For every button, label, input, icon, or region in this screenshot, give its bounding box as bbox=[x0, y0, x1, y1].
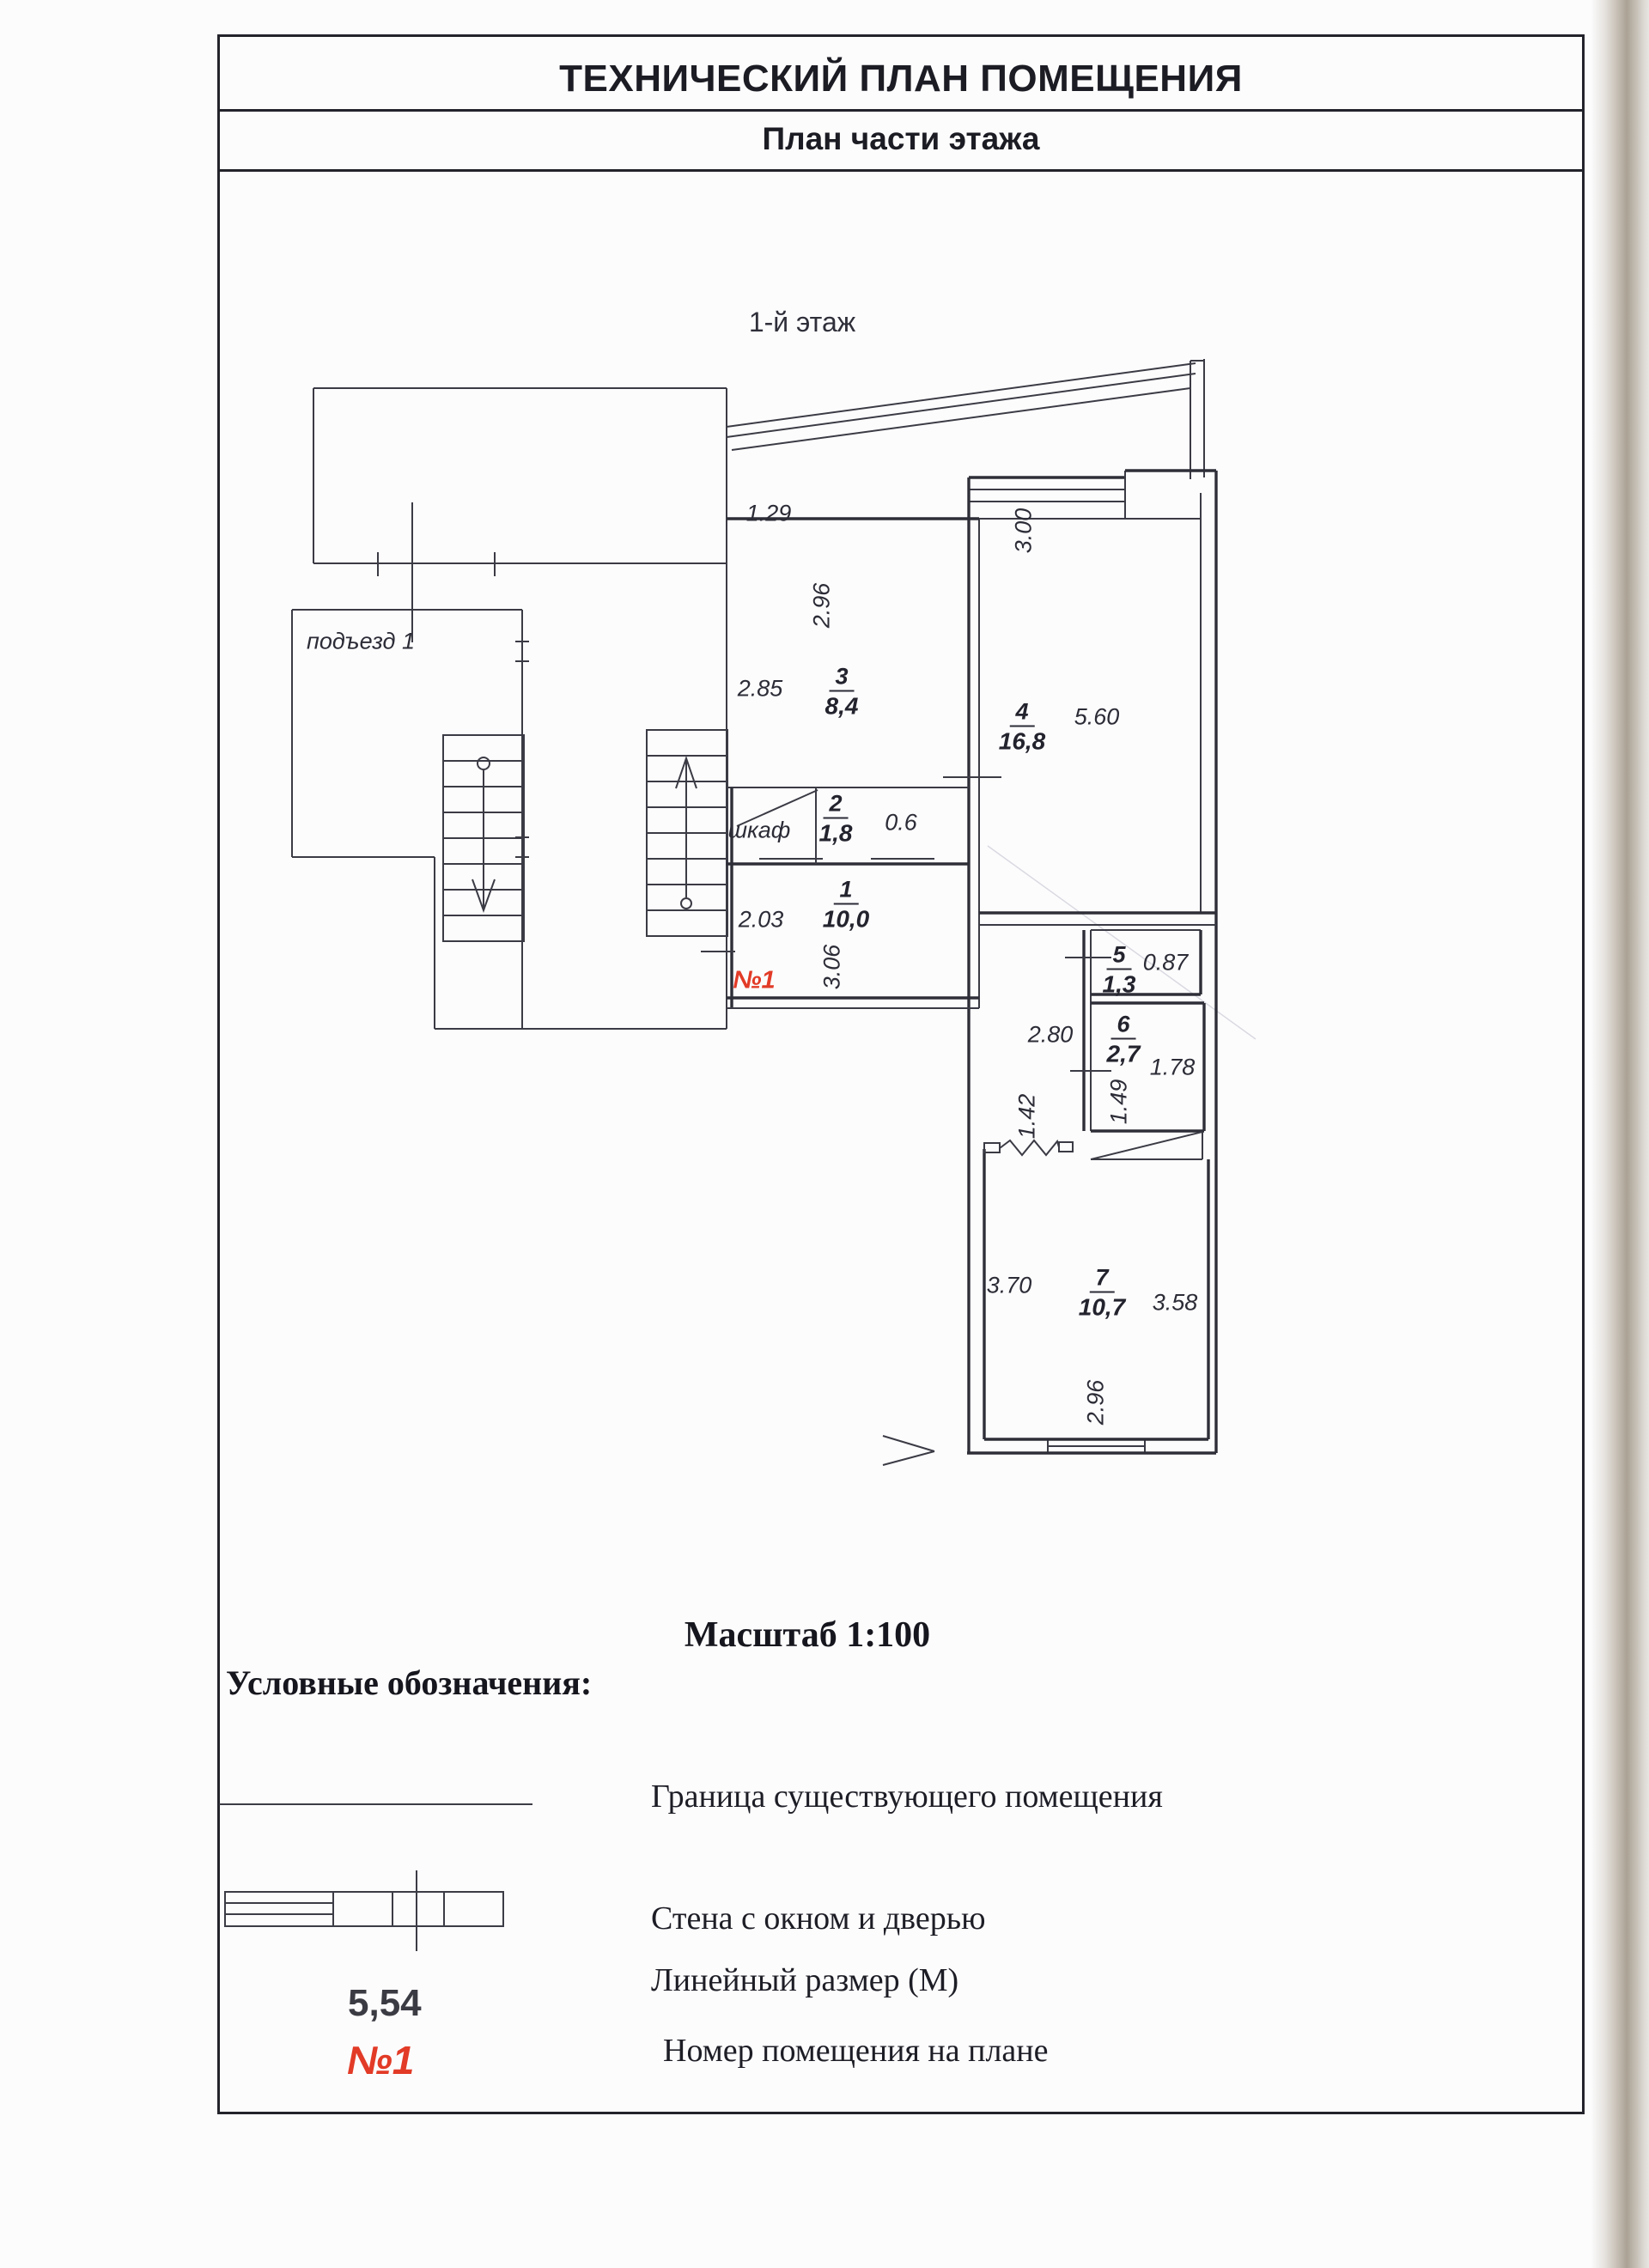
room-6-number: 6 bbox=[1110, 1012, 1135, 1040]
room-5-number: 5 bbox=[1106, 942, 1131, 970]
dimension-label-dim-087: 0.87 bbox=[1142, 949, 1189, 976]
room-4-area: 16,8 bbox=[998, 727, 1046, 755]
room-7-label bbox=[1079, 1265, 1126, 1322]
dimension-label-dim-203: 2.03 bbox=[738, 906, 784, 933]
room-1-area: 10,0 bbox=[822, 905, 870, 933]
boundary-line-symbol bbox=[219, 1803, 532, 1805]
room-5-label bbox=[1103, 942, 1136, 1000]
dimension-label-dim-300: 3.00 bbox=[1010, 508, 1037, 554]
linear-size-sample: 5,54 bbox=[348, 1982, 422, 2024]
entrance-arrow-icon bbox=[883, 1436, 934, 1465]
room-3-label bbox=[825, 664, 859, 721]
room-1-label bbox=[823, 877, 870, 934]
break-line-symbol bbox=[984, 1140, 1073, 1155]
dimension-label-dim-280: 2.80 bbox=[1027, 1021, 1074, 1048]
staircase-down-icon bbox=[443, 735, 524, 941]
page-subtitle: План части этажа bbox=[762, 121, 1040, 156]
dimension-label-dim-285: 2.85 bbox=[737, 675, 783, 702]
balcony-outline bbox=[727, 359, 1204, 479]
dimension-label-dim-142: 1.42 bbox=[1013, 1093, 1040, 1140]
room-2-label bbox=[819, 791, 853, 848]
room-4-number: 4 bbox=[1009, 699, 1034, 727]
dimension-label-dim-358: 3.58 bbox=[1152, 1289, 1198, 1316]
room-6-label bbox=[1107, 1012, 1141, 1069]
premises-number-label: №1 bbox=[733, 966, 776, 994]
floor-label: 1-й этаж bbox=[748, 307, 856, 337]
room-5-area: 1,3 bbox=[1102, 970, 1136, 998]
legend-label-boundary: Граница существующего помещения bbox=[651, 1779, 1163, 1815]
room-2-area: 1,8 bbox=[818, 819, 853, 847]
room-4-label bbox=[999, 699, 1046, 757]
room-2-number: 2 bbox=[823, 791, 848, 819]
dimension-label-dim-149: 1.49 bbox=[1105, 1079, 1132, 1125]
staircase-up-icon bbox=[647, 730, 727, 936]
dimension-label-dim-306: 3.06 bbox=[818, 944, 845, 990]
scale-label: Масштаб 1:100 bbox=[684, 1615, 931, 1655]
dimension-label-dim-129: 1.29 bbox=[745, 500, 792, 526]
dimension-label-dim-296-bottom: 2.96 bbox=[1082, 1379, 1109, 1426]
legend-title: Условные обозначения: bbox=[226, 1663, 593, 1702]
room-7-area: 10,7 bbox=[1078, 1293, 1126, 1321]
legend-label-linear-size: Линейный размер (М) bbox=[651, 1962, 959, 1998]
room-7-number: 7 bbox=[1089, 1265, 1114, 1293]
wall-window-door-symbol bbox=[222, 1868, 507, 1954]
room-3-area: 8,4 bbox=[824, 692, 859, 720]
entrance-label: подъезд 1 bbox=[307, 628, 415, 654]
room-6-area: 2,7 bbox=[1106, 1040, 1141, 1067]
dimension-label-dim-06: 0.6 bbox=[885, 809, 917, 836]
page-title: ТЕХНИЧЕСКИЙ ПЛАН ПОМЕЩЕНИЯ bbox=[559, 58, 1243, 100]
legend-label-room-number: Номер помещения на плане bbox=[663, 2033, 1049, 2069]
room-3-number: 3 bbox=[829, 664, 854, 692]
dimension-label-dim-560: 5.60 bbox=[1074, 703, 1120, 730]
entrance-block-walls bbox=[292, 388, 727, 1029]
legend-label-wall: Стена с окном и дверью bbox=[651, 1900, 986, 1937]
closet-label: шкаф bbox=[727, 817, 791, 843]
dimension-label-dim-296-top: 2.96 bbox=[808, 582, 835, 629]
dimension-label-dim-178: 1.78 bbox=[1149, 1054, 1196, 1080]
room-1-number: 1 bbox=[833, 877, 858, 905]
room-number-sample: №1 bbox=[347, 2038, 415, 2083]
dimension-label-dim-370: 3.70 bbox=[986, 1272, 1032, 1298]
